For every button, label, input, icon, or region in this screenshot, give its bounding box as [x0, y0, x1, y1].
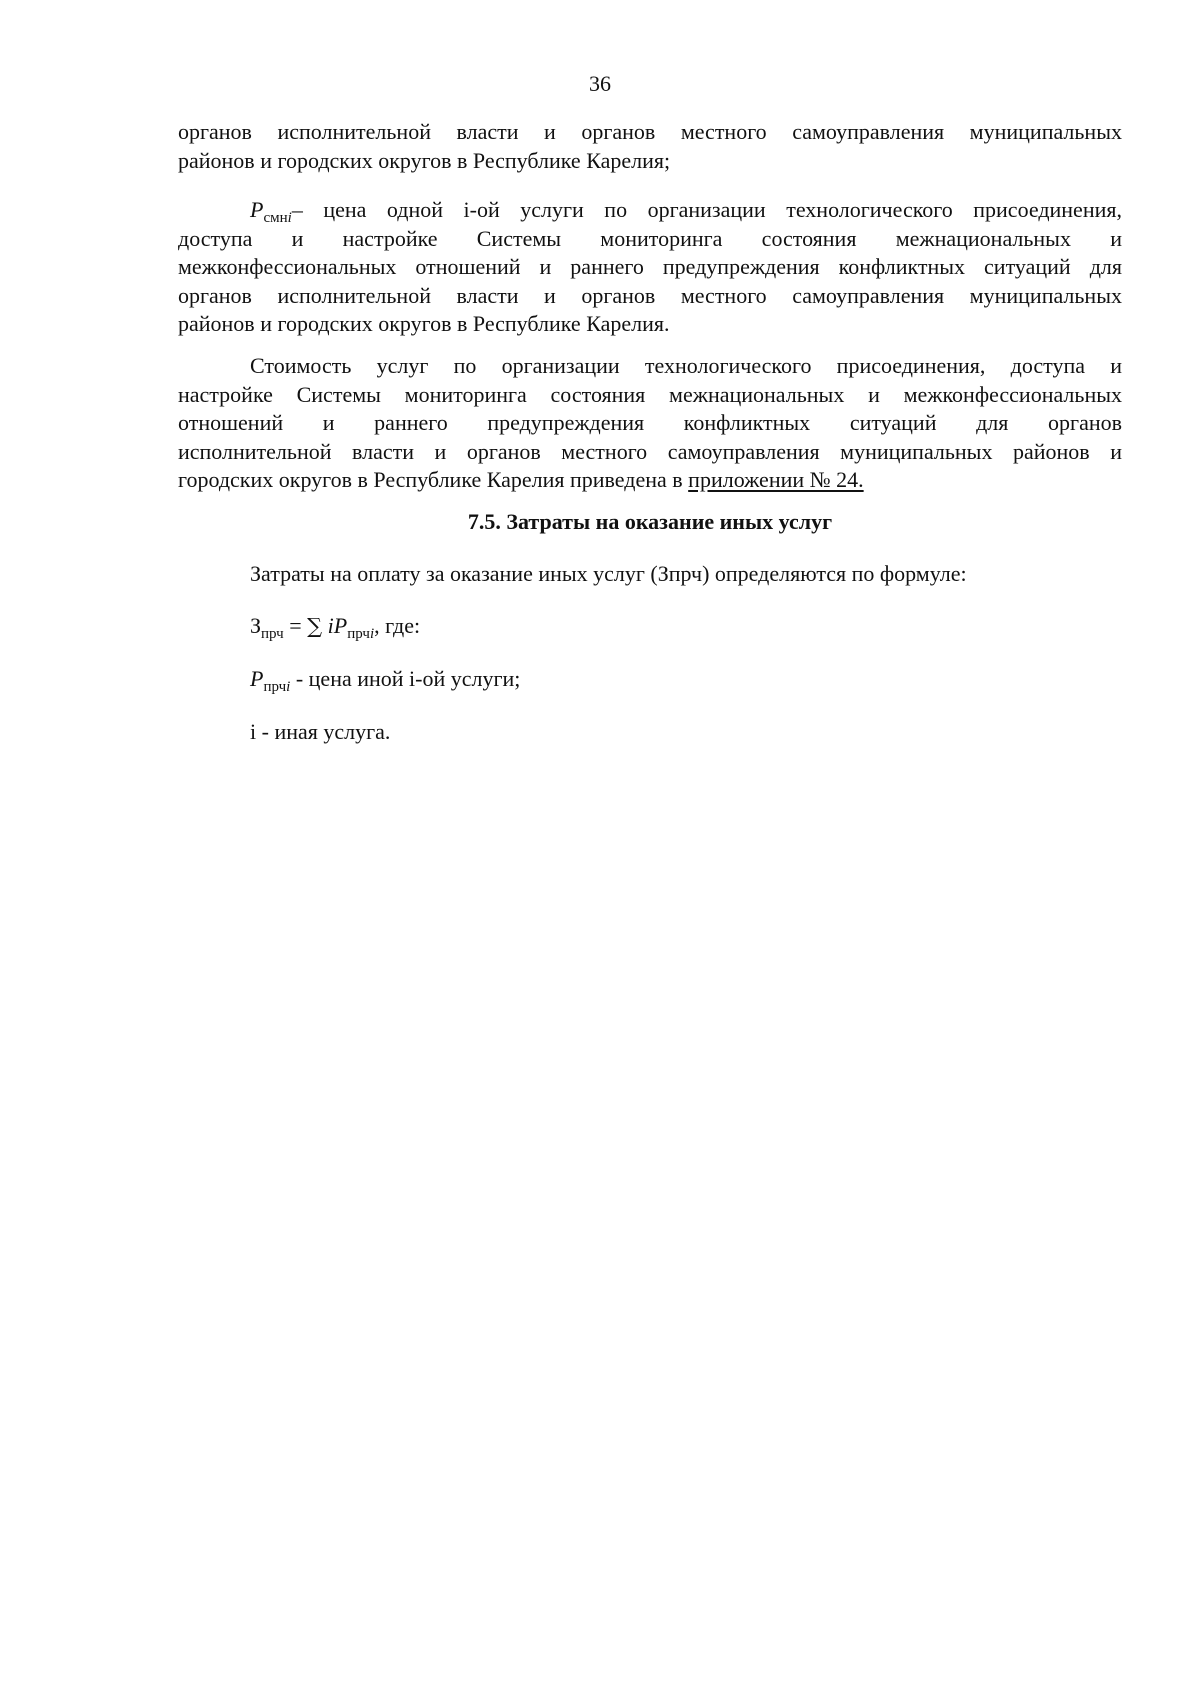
- formula: $З_{прч}$ = ∑ $iP_{прчi}$, где:: [250, 613, 421, 642]
- text-line: $P_{смнi}-$ цена одной i-ой услуги по организации технологического присоединения,: [250, 197, 1122, 226]
- text-line: городских округов в Республике Карелия приведена в приложении № 24.: [178, 467, 864, 493]
- text-line: исполнительной власти и органов местного самоуправления муниципальных районов и: [178, 438, 1122, 464]
- variable-symbol: $P_{смнi}$: [250, 197, 292, 226]
- appendix-link[interactable]: приложении № 24.: [688, 467, 864, 493]
- text-line: межконфессиональных отношений и раннего предупреждения конфликтных ситуаций для: [178, 254, 1122, 280]
- text-line: районов и городских округов в Республике Карелия.: [178, 311, 670, 337]
- text-line: настройке Системы мониторинга состояния межнациональных и межконфессиональных: [178, 381, 1122, 407]
- text-line: органов исполнительной власти и органов местного самоуправления муниципальных: [178, 119, 1122, 144]
- section-heading: 7.5. Затраты на оказание иных услуг: [467, 509, 833, 534]
- definition-price: $P_{прчi}$ - цена иной i-ой услуги;: [250, 666, 521, 695]
- page-number: 36: [589, 71, 611, 96]
- text-line: Стоимость услуг по организации технологического присоединения, доступа и: [250, 353, 1122, 378]
- text-line: отношений и раннего предупреждения конфликтных ситуаций для органов: [178, 410, 1122, 436]
- text-line: органов исполнительной власти и органов местного самоуправления муниципальных: [178, 282, 1122, 308]
- text-line: районов и городских округов в Республике Карелия;: [178, 147, 671, 173]
- definition-service: i - иная услуга.: [250, 719, 391, 744]
- formula-intro: Затраты на оплату за оказание иных услуг (Зпрч) определяются по формуле:: [250, 561, 967, 586]
- text-line: доступа и настройке Системы мониторинга состояния межнациональных и: [178, 225, 1122, 251]
